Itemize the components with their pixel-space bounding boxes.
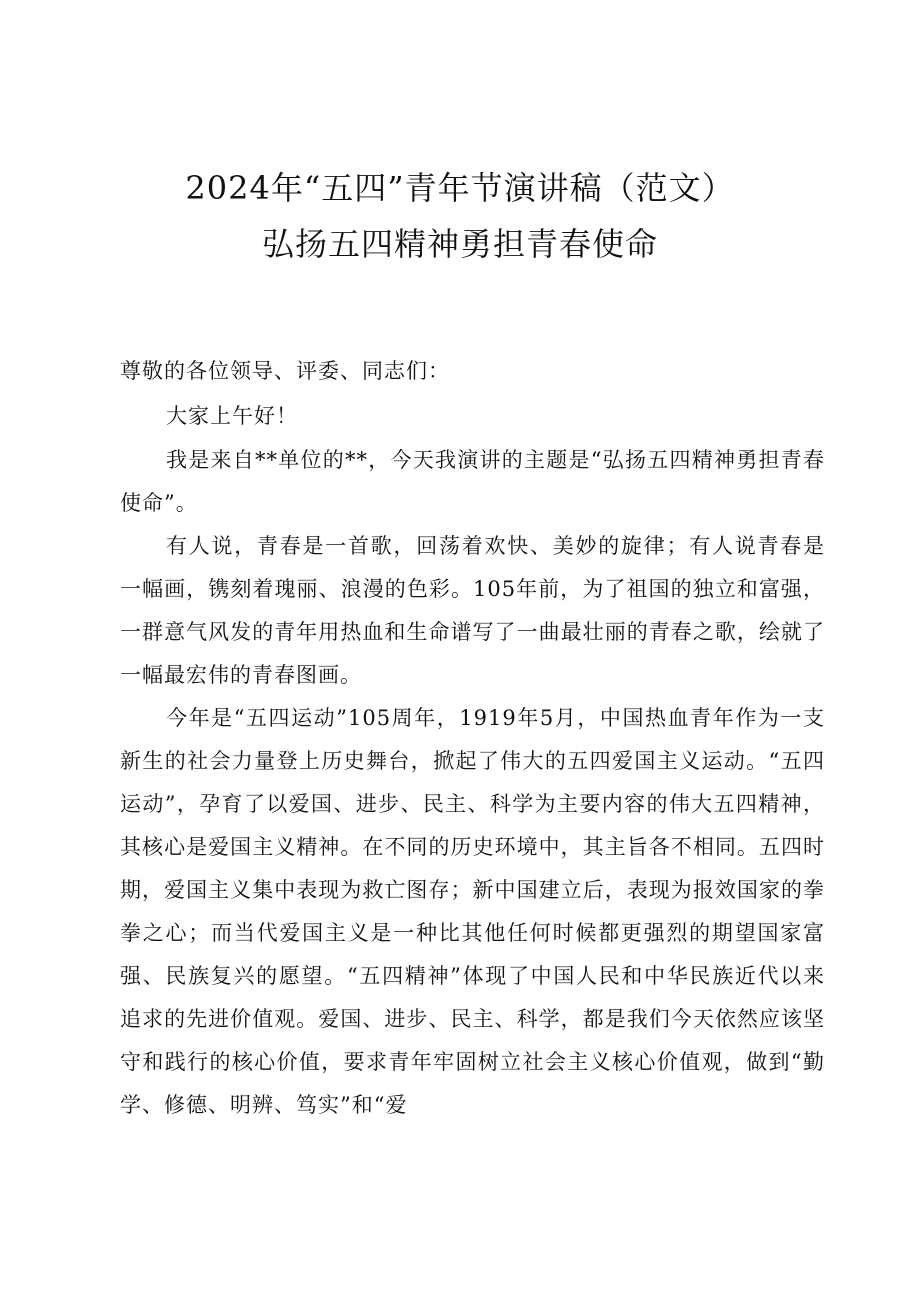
- paragraph-greeting: 大家上午好！: [166, 404, 298, 428]
- title-line-1: 2024年“五四”青年节演讲稿（范文）: [185, 169, 735, 207]
- title-line-2: 弘扬五四精神勇担青春使命: [261, 225, 658, 263]
- paragraph-youth: 有人说，青春是一首歌，回荡着欢快、美妙的旋律；有人说青春是一幅画，镌刻着瑰丽、浪漫的色彩。105年前，为了祖国的独立和富强，一群意气风发的青年用热血和生命谱写了一曲最壮丽的青春之歌，绘就了一幅最宏伟的青春图画。: [120, 534, 825, 687]
- document-title: [60, 160, 860, 272]
- paragraph-may-fourth: 今年是“五四运动”105周年，1919年5月，中国热血青年作为一支新生的社会力量登上历史舞台，掀起了伟大的五四爱国主义运动。“五四运动”，孕育了以爱国、进步、民主、科学为主要内容的伟大五四精神，其核心是爱国主义精神。在不同的历史环境中，其主旨各不相同。五四时期，爱国主义集中表现为救亡图存；新中国建立后，表现为报效国家的拳拳之心；而当代爱国主义是一种比其他任何时候都更强烈的期望国家富强、民族复兴的愿望。“五四精神”体现了中国人民和中华民族近代以来追求的先进价值观。爱国、进步、民主、科学，都是我们今天依然应该坚守和践行的核心价值，要求青年牢固树立社会主义核心价值观，做到“勤学、修德、明辨、笃实”和“爱: [120, 706, 825, 1117]
- salutation: 尊敬的各位领导、评委、同志们：: [120, 359, 450, 383]
- document-body: [120, 351, 825, 1127]
- paragraph-intro: 我是来自**单位的**，今天我演讲的主题是“弘扬五四精神勇担青春使命”。: [120, 448, 825, 515]
